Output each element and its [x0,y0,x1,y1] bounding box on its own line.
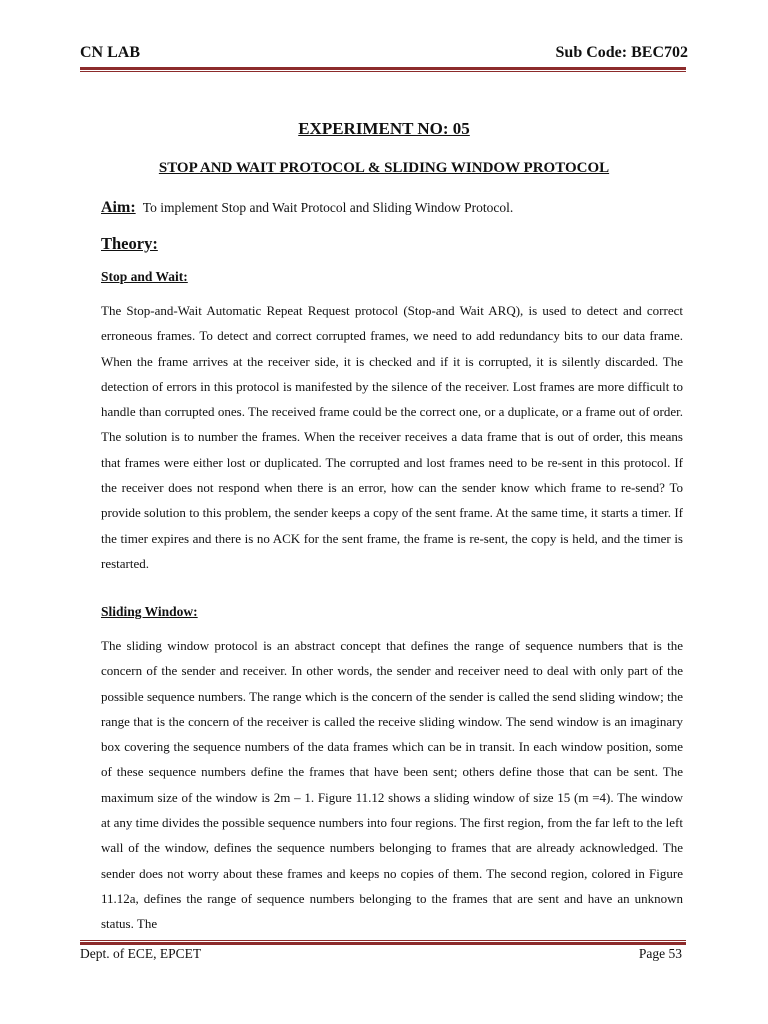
footer-page-number: Page 53 [638,946,682,961]
stop-and-wait-paragraph: The Stop-and-Wait Automatic Repeat Request protocol (Stop-and Wait ARQ), is used to detect and correct erroneous frames. To detect and correct corrupted frames, we need to add redundancy bits to our data frame. When the frame arrives at the receiver side, it is checked and if it is corrupted, it is silently discarded. The detection of errors in this protocol is manifested by the silence of the receiver. Lost frames are more difficult to handle than corrupted ones. The received frame could be the correct one, or a duplicate, or a frame out of order. The solution is to number the frames. When the receiver receives a data frame that is out of order, this means that frames were either lost or duplicated. The corrupted and lost frames need to be re-sent in this protocol. If the receiver does not respond when there is an error, how can the sender know which frame to re-send? To provide solution to this problem, the sender keeps a copy of the sent frame. At the same time, it starts a timer. If the timer expires and there is no ACK for the sent frame, the frame is re-sent, the copy is held, and the timer is restarted. [101,303,683,571]
aim-text: To implement Stop and Wait Protocol and Sliding Window Protocol. [142,200,514,215]
theory-heading: Theory: [101,234,158,253]
stop-and-wait-heading: Stop and Wait: [101,269,188,284]
page-header [80,44,688,62]
header-subject-code: Sub Code: BEC702 [555,44,688,61]
aim-line [101,199,691,217]
aim-label: Aim: [101,199,136,216]
experiment-title: EXPERIMENT NO: 05 [298,119,470,138]
footer-department: Dept. of ECE, EPCET [80,946,202,961]
sliding-window-paragraph: The sliding window protocol is an abstract concept that defines the range of sequence numbers that is the concern of the sender and receiver. In other words, the sender and receiver need to deal with only part of the possible sequence numbers. The range which is the concern of the sender is called the send sliding window; the range that is the concern of the receiver is called the receive sliding window. The send window is an imaginary box covering the sequence numbers of the data frames which can be in transit. In each window position, some of these sequence numbers define the frames that have been sent; others define those that can be sent. The maximum size of the window is 2m – 1. Figure 11.12 shows a sliding window of size 15 (m =4). The window at any time divides the possible sequence numbers into four regions. The first region, from the far left to the left wall of the window, defines the sequence numbers belonging to frames that are already acknowledged. The sender does not worry about these frames and keeps no copies of them. The second region, colored in Figure 11.12a, defines the range of sequence numbers belonging to the frames that are sent and have an unknown status. The [101,638,683,932]
header-rule-thick [80,67,686,70]
sliding-window-heading: Sliding Window: [101,604,198,619]
header-course: CN LAB [80,44,141,61]
experiment-subtitle: STOP AND WAIT PROTOCOL & SLIDING WINDOW PROTOCOL [158,160,610,176]
header-rule-thin [80,71,686,72]
footer-rule-thin [80,940,686,941]
footer-rule-thick [80,942,686,945]
page-footer [80,946,682,962]
